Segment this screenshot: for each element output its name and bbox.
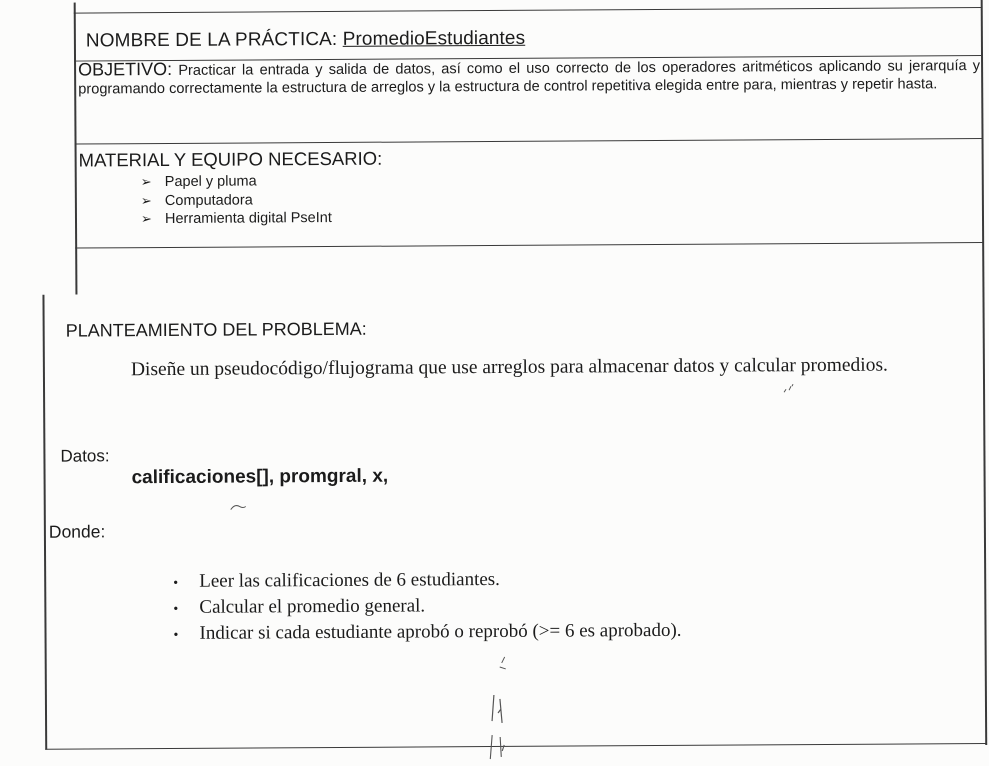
where-label: Donde: — [48, 521, 106, 542]
material-item-label: Computadora — [164, 191, 253, 209]
material-item-label: Papel y pluma — [164, 173, 257, 191]
problem-title: PLANTEAMIENTO DEL PROBLEMA: — [65, 318, 367, 341]
objective-label: OBJETIVO: — [78, 58, 173, 80]
frame-top-border — [74, 7, 982, 14]
frame-left-border — [74, 3, 77, 295]
practice-label: NOMBRE DE LA PRÁCTICA: — [85, 28, 338, 52]
where-item-label: Leer las calificaciones de 6 estudiantes. — [199, 568, 500, 592]
objective-text: Practicar la entrada y salida de datos, así como el uso correcto de los operadores aritméticos aplicando su jerarquía y programando correctamente la estructura de arreglos y la estructura de control repetitiva elegida entre para, mientras y repetir hasta. — [78, 58, 981, 98]
list-item — [141, 190, 332, 210]
list-item — [173, 619, 681, 648]
pen-dot-mark — [780, 378, 800, 398]
frame-left-border-lower — [42, 295, 46, 750]
where-item-label: Indicar si cada estudiante aprobó o reprobó (>= 6 es aprobado). — [199, 619, 682, 644]
data-label: Datos: — [60, 446, 110, 466]
material-title: MATERIAL Y EQUIPO NECESARIO: — [78, 147, 383, 171]
arrow-bullet-icon: ➢ — [140, 192, 152, 208]
arrow-bullet-icon: ➢ — [140, 174, 152, 190]
data-variables: calificaciones[], promgral, x, — [131, 465, 389, 489]
objective-section — [78, 55, 980, 99]
list-item — [173, 567, 681, 596]
material-list — [141, 172, 332, 229]
list-item — [141, 172, 332, 192]
material-item-label: Herramienta digital PseInt — [164, 209, 332, 228]
pen-tick-mark — [229, 500, 249, 514]
arrow-bullet-icon: ➢ — [140, 211, 152, 227]
pen-scribble-mark — [482, 655, 523, 765]
list-item — [141, 209, 332, 229]
where-item-label: Calcular el promedio general. — [199, 595, 426, 618]
divider-after-objective — [75, 138, 983, 145]
bullet-dot-icon: • — [173, 575, 179, 591]
bullet-dot-icon: • — [173, 627, 179, 643]
frame-right-border — [981, 0, 987, 745]
problem-text: Diseñe un pseudocódigo/flujograma que use arreglos para almacenar datos y calcular promedios. — [130, 354, 888, 381]
where-list — [173, 567, 681, 648]
practice-name: PromedioEstudiantes — [342, 27, 526, 50]
divider-after-material — [75, 242, 983, 249]
bullet-dot-icon: • — [173, 601, 179, 617]
practice-title — [86, 28, 525, 53]
list-item — [173, 593, 681, 622]
